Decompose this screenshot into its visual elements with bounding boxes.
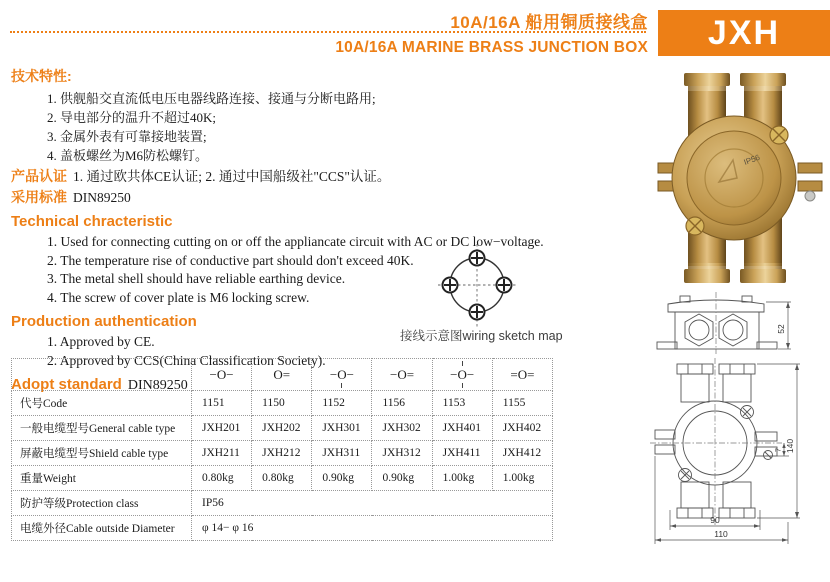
row-label: 重量Weight — [12, 466, 192, 491]
table-cell: 1.00kg — [432, 466, 492, 491]
cert-text-zh: 1. 通过欧共体CE认证; 2. 通过中国船级社"CCS"认证。 — [73, 169, 391, 184]
column-symbol: =O= — [492, 359, 552, 391]
table-cell: 0.80kg — [252, 466, 312, 491]
table-row — [12, 416, 553, 441]
list-item: 2. Approved by CCS(China Classification Society). — [47, 352, 326, 368]
table-cell: 1153 — [432, 391, 492, 416]
standard-line-zh — [11, 188, 636, 207]
wiring-sketch-caption: 接线示意图wiring sketch map — [400, 329, 563, 343]
standard-value-zh: DIN89250 — [73, 190, 131, 205]
table-cell: JXH411 — [432, 441, 492, 466]
table-row — [12, 441, 553, 466]
brand-badge: JXH — [658, 10, 830, 56]
table-cell: JXH301 — [312, 416, 372, 441]
table-cell: JXH402 — [492, 416, 552, 441]
list-item: 2. The temperature rise of conductive part should don't exceed 40K. — [47, 252, 414, 268]
standard-label-zh: 采用标准 — [11, 189, 67, 205]
table-cell: JXH212 — [252, 441, 312, 466]
column-symbol: −O= — [372, 359, 432, 391]
page-title-zh: 10A/16A 船用铜质接线盒 — [450, 13, 648, 32]
table-cell: 0.90kg — [312, 466, 372, 491]
table-corner-cell — [12, 359, 192, 391]
table-cell: JXH201 — [192, 416, 252, 441]
column-symbol: O= — [252, 359, 312, 391]
column-symbol: −O− — [432, 359, 492, 391]
table-cell: 0.90kg — [372, 466, 432, 491]
table-cell: JXH311 — [312, 441, 372, 466]
table-cell: 0.80kg — [192, 466, 252, 491]
product-photo — [653, 60, 828, 295]
row-label: 代号Code — [12, 391, 192, 416]
dimension-52: 52 — [776, 324, 786, 334]
section-heading-tech-en: Technical chracteristic — [11, 213, 173, 230]
table-row — [12, 391, 553, 416]
table-cell: 1152 — [312, 391, 372, 416]
section-heading-auth-en: Production authentication — [11, 313, 197, 330]
list-item: 4. The screw of cover plate is M6 locking screw. — [47, 289, 310, 305]
table-cell: JXH202 — [252, 416, 312, 441]
dimension-90: 90 — [710, 515, 720, 525]
column-symbol: −O− — [312, 359, 372, 391]
table-cell: 1150 — [252, 391, 312, 416]
spec-table — [11, 358, 553, 541]
row-label: 屏蔽电缆型号Shield cable type — [12, 441, 192, 466]
table-cell: φ 14− φ 16 — [192, 516, 553, 541]
table-cell: IP56 — [192, 491, 553, 516]
table-cell: 1156 — [372, 391, 432, 416]
table-cell: 1151 — [192, 391, 252, 416]
dimension-140: 140 — [785, 438, 795, 454]
text-column — [11, 66, 636, 395]
table-cell: JXH211 — [192, 441, 252, 466]
tech-zh-list — [11, 89, 636, 165]
table-cell: 1155 — [492, 391, 552, 416]
table-row — [12, 516, 553, 541]
standard-value-en: DIN89250 — [127, 378, 188, 393]
drawing-side-view — [650, 292, 800, 356]
cert-label-zh: 产品认证 — [11, 168, 67, 184]
cert-line-zh — [11, 167, 636, 186]
list-item: 4. 盖板螺丝为M6防松螺钉。 — [47, 148, 209, 163]
row-label: 电缆外径Cable outside Diameter — [12, 516, 192, 541]
row-label: 防护等级Protection class — [12, 491, 192, 516]
section-heading-tech-zh: 技术特性: — [11, 68, 72, 84]
embossed-marking: IP56 — [742, 152, 762, 167]
dimension-110: 110 — [714, 529, 728, 539]
drawing-front-view — [648, 358, 808, 550]
tech-en-list — [11, 233, 636, 307]
table-cell: JXH302 — [372, 416, 432, 441]
list-item: 1. Used for connecting cutting on or off the appliancate circuit with AC or DC low−voltage. — [47, 234, 544, 249]
header-dotted-rule — [10, 31, 646, 33]
table-cell: JXH401 — [432, 416, 492, 441]
wiring-sketch-diagram — [420, 243, 540, 329]
dimension-7: 7 — [773, 447, 783, 453]
row-label: 一般电缆型号General cable type — [12, 416, 192, 441]
list-item: 1. 供舰船交直流低电压电器线路连接、接通与分断电路用; — [47, 91, 376, 106]
table-row — [12, 491, 553, 516]
list-item: 3. The metal shell should have reliable earthing device. — [47, 271, 346, 286]
standard-label-en: Adopt standard — [11, 376, 122, 393]
list-item: 1. Approved by CE. — [47, 334, 155, 349]
table-cell: 1.00kg — [492, 466, 552, 491]
page-title-en: 10A/16A MARINE BRASS JUNCTION BOX — [335, 39, 648, 56]
list-item: 2. 导电部分的温升不超过40K; — [47, 110, 217, 125]
table-cell: JXH312 — [372, 441, 432, 466]
table-cell: JXH412 — [492, 441, 552, 466]
table-row — [12, 466, 553, 491]
column-symbol: −O− — [192, 359, 252, 391]
list-item: 3. 金属外表有可靠接地装置; — [47, 129, 207, 144]
